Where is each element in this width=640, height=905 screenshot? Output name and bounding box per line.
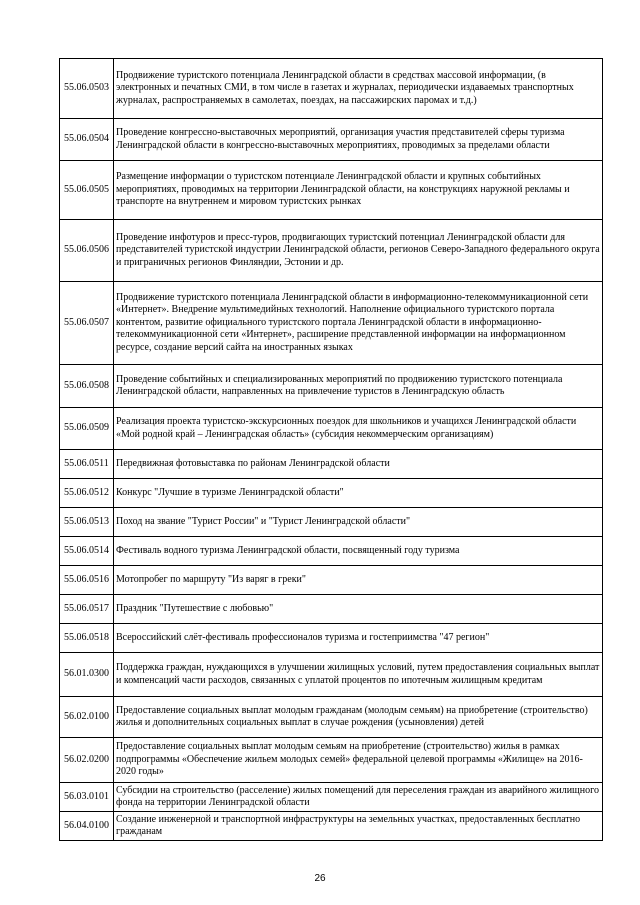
table-body [60,59,603,841]
budget-codes-table [59,58,603,841]
row-description: Всероссийский слёт-фестиваль профессионалов туризма и гостеприимства "47 регион" [114,624,603,653]
row-code: 55.06.0516 [60,566,114,595]
row-description: Продвижение туристского потенциала Ленинградской области в информационно-телекоммуникационной сети «Интернет». Внедрение мультимедийных технологий. Наполнение официального туристского портала контентом, развитие официального туристского портала Ленинградской области в информационно-телекоммуникационной сети «Интернет», расширение представленной информации на информационном ресурсе, создание версий сайта на иностранных языках [114,282,603,365]
row-description: Проведение конгрессно-выставочных мероприятий, организация участия представителей сферы туризма Ленинградской области в конгрессно-выставочных мероприятиях, проводимых за пределами области [114,119,603,161]
row-code: 55.06.0511 [60,450,114,479]
row-description: Поддержка граждан, нуждающихся в улучшении жилищных условий, путем предоставления социальных выплат и компенсаций части расходов, связанных с уплатой процентов по ипотечным жилищным кредитам [114,653,603,697]
table-row [60,508,603,537]
table-row [60,282,603,365]
table-row [60,479,603,508]
row-code: 56.04.0100 [60,812,114,841]
table-row [60,653,603,697]
row-code: 55.06.0506 [60,220,114,282]
row-description: Проведение инфотуров и пресс-туров, продвигающих туристский потенциал Ленинградской области для представителей туристской индустрии Ленинградской области, регионов Северо-Западного федерального округа и приграничных регионов Финляндии, Эстонии и др. [114,220,603,282]
row-code: 55.06.0518 [60,624,114,653]
row-code: 55.06.0517 [60,595,114,624]
row-description: Реализация проекта туристско-экскурсионных поездок для школьников и учащихся Ленинградской области «Мой родной край – Ленинградская область» (субсидия некоммерческим организациям) [114,408,603,450]
row-description: Конкурс "Лучшие в туризме Ленинградской области" [114,479,603,508]
table-row [60,59,603,119]
row-description: Размещение информации о туристском потенциале Ленинградской области и крупных событийных мероприятиях, проводимых на территории Ленинградской области, на конструкциях наружной рекламы и транспорте на внутреннем и мировом туристских рынках [114,161,603,220]
row-code: 55.06.0508 [60,365,114,408]
table-row [60,119,603,161]
row-code: 55.06.0514 [60,537,114,566]
row-description: Субсидии на строительство (расселение) жилых помещений для переселения граждан из аварийного жилищного фонда на территории Ленинградской области [114,783,603,812]
row-code: 55.06.0503 [60,59,114,119]
row-description: Поход на звание "Турист России" и "Турист Ленинградской области" [114,508,603,537]
row-description: Предоставление социальных выплат молодым гражданам (молодым семьям) на приобретение (строительство) жилья и дополнительных социальных выплат в случае рождения (усыновления) детей [114,697,603,738]
row-description: Праздник "Путешествие с любовью" [114,595,603,624]
row-description: Продвижение туристского потенциала Ленинградской области в средствах массовой информации, (в электронных и печатных СМИ, в том числе в газетах и журналах, периодически издаваемых транспортных журналах, распространяемых в самолетах, поездах, на пассажирских паромах и т.д.) [114,59,603,119]
row-description: Создание инженерной и транспортной инфраструктуры на земельных участках, предоставленных бесплатно гражданам [114,812,603,841]
row-code: 55.06.0513 [60,508,114,537]
table-row [60,161,603,220]
row-code: 55.06.0505 [60,161,114,220]
table-row [60,220,603,282]
row-description: Мотопробег по маршруту "Из варяг в греки" [114,566,603,595]
table-row [60,537,603,566]
row-code: 56.02.0200 [60,738,114,783]
row-code: 56.03.0101 [60,783,114,812]
table-row [60,783,603,812]
row-description: Передвижная фотовыставка по районам Ленинградской области [114,450,603,479]
row-code: 56.02.0100 [60,697,114,738]
page-number: 26 [314,873,326,884]
row-description: Проведение событийных и специализированных мероприятий по продвижению туристского потенциала Ленинградской области, направленных на привлечение туристов в Ленинградскую область [114,365,603,408]
row-code: 55.06.0509 [60,408,114,450]
row-description: Предоставление социальных выплат молодым семьям на приобретение (строительство) жилья в рамках подпрограммы «Обеспечение жильем молодых семей» федеральной целевой программы «Жилище» на 2016-2020 годы» [114,738,603,783]
row-code: 55.06.0512 [60,479,114,508]
table-row [60,595,603,624]
table-row [60,566,603,595]
table-row [60,624,603,653]
table-row [60,697,603,738]
row-description: Фестиваль водного туризма Ленинградской области, посвященный году туризма [114,537,603,566]
table-row [60,450,603,479]
table-row [60,738,603,783]
row-code: 55.06.0507 [60,282,114,365]
row-code: 55.06.0504 [60,119,114,161]
table-row [60,408,603,450]
row-code: 56.01.0300 [60,653,114,697]
table-row [60,365,603,408]
table-row [60,812,603,841]
